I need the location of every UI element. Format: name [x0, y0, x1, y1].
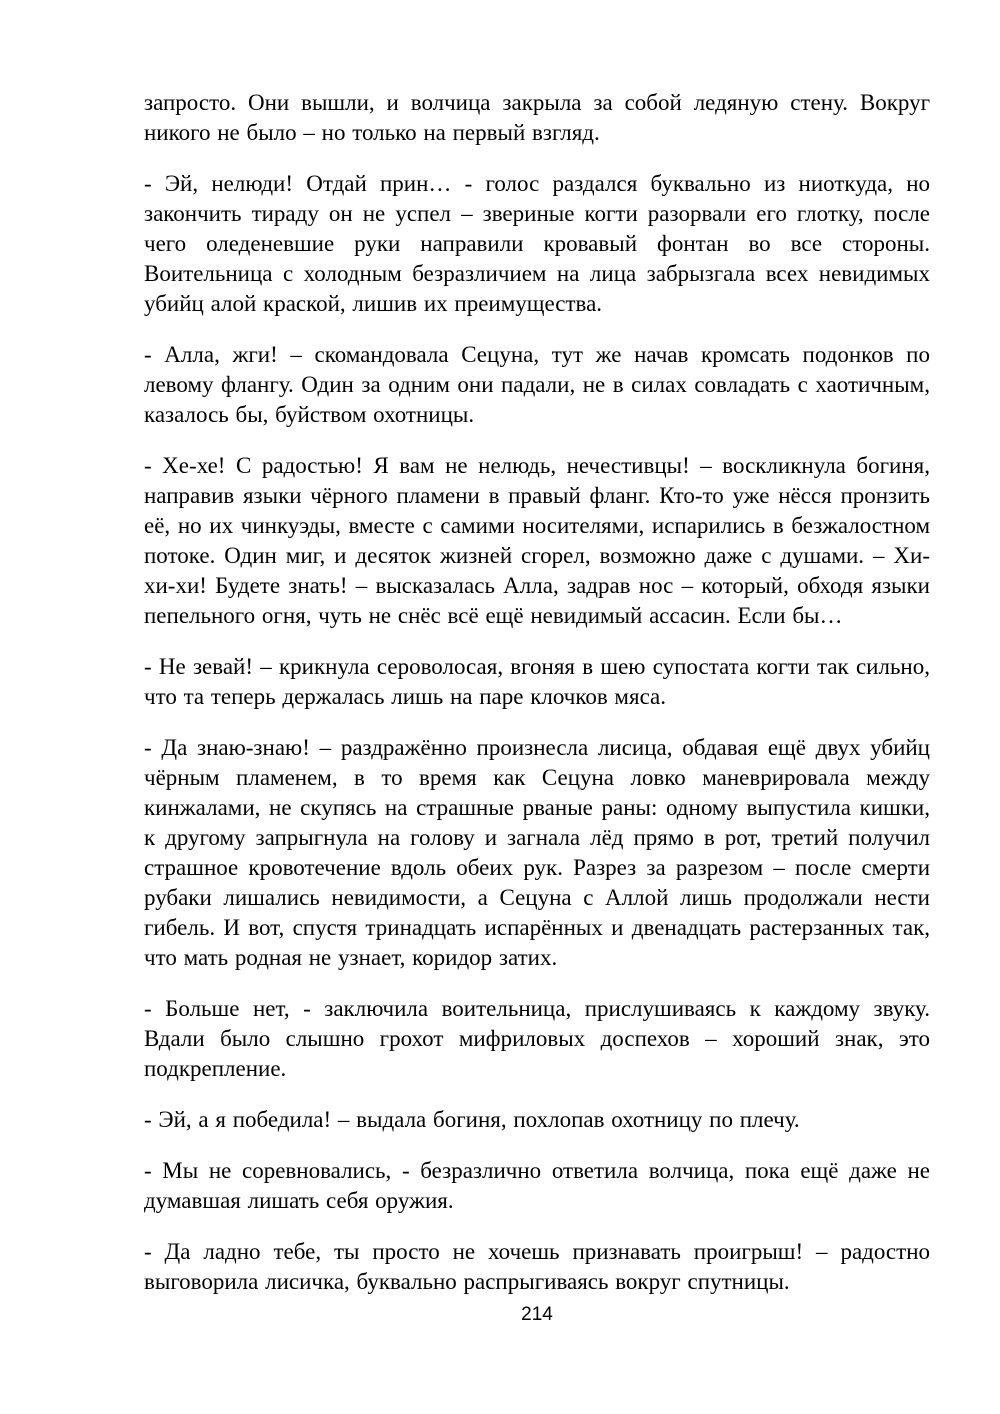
paragraph: - Мы не соревновались, - безразлично ответила волчица, пока ещё даже не думавшая лишать себя оружия.: [144, 1158, 930, 1213]
paragraph: - Да знаю-знаю! – раздражённо произнесла лисица, обдавая ещё двух убийц чёрным пламенем, в то время как Сецуна ловко маневрировала между кинжалами, не скупясь на страшные рваные раны: одному выпустила кишки, к другому запрыгнула на голову и загнала лёд прямо в рот, третий получил страшное кровотечение вдоль обеих рук. Разрез за разрезом – после смерти рубаки лишались невидимости, а Сецуна с Аллой лишь продолжали нести гибель. И вот, спустя тринадцать испарённых и двенадцать растерзанных так, что мать родная не узнает, коридор затих.: [144, 735, 930, 970]
paragraph: запросто. Они вышли, и волчица закрыла за собой ледяную стену. Вокруг никого не было – но только на первый взгляд.: [144, 90, 930, 145]
paragraph: - Эй, а я победила! – выдала богиня, похлопав охотницу по плечу.: [144, 1107, 800, 1132]
paragraph: - Алла, жги! – скомандовала Сецуна, тут же начав кромсать подонков по левому флангу. Один за одним они падали, не в силах совладать с хаотичным, казалось бы, буйством охотницы.: [144, 342, 930, 427]
paragraph: - Да ладно тебе, ты просто не хочешь признавать проигрыш! – радостно выговорила лисичка, буквально распрыгиваясь вокруг спутницы.: [144, 1239, 930, 1294]
page-text: [144, 88, 930, 1318]
page-number: 214: [521, 1304, 553, 1325]
paragraph: - Хе-хе! С радостью! Я вам не нелюдь, нечестивцы! – воскликнула богиня, направив языки чёрного пламени в правый фланг. Кто-то уже нёсся пронзить её, но их чинкуэды, вместе с самими носителями, испарились в безжалостном потоке. Один миг, и десяток жизней сгорел, возможно даже с душами. – Хи-хи-хи! Будете знать! – высказалась Алла, задрав нос – который, обходя языки пепельного огня, чуть не снёс всё ещё невидимый ассасин. Если бы…: [144, 453, 930, 628]
paragraph: - Больше нет, - заключила воительница, прислушиваясь к каждому звуку. Вдали было слышно грохот мифриловых доспехов – хороший знак, это подкрепление.: [144, 996, 930, 1081]
paragraph: - Эй, нелюди! Отдай прин… - голос раздался буквально из ниоткуда, но закончить тираду он не успел – звериные когти разорвали его глотку, после чего оледеневшие руки направили кровавый фонтан во все стороны. Воительница с холодным безразличием на лица забрызгала всех невидимых убийц алой краской, лишив их преимущества.: [144, 171, 930, 316]
paragraph: - Не зевай! – крикнула сероволосая, вгоняя в шею супостата когти так сильно, что та теперь держалась лишь на паре клочков мяса.: [144, 654, 930, 709]
